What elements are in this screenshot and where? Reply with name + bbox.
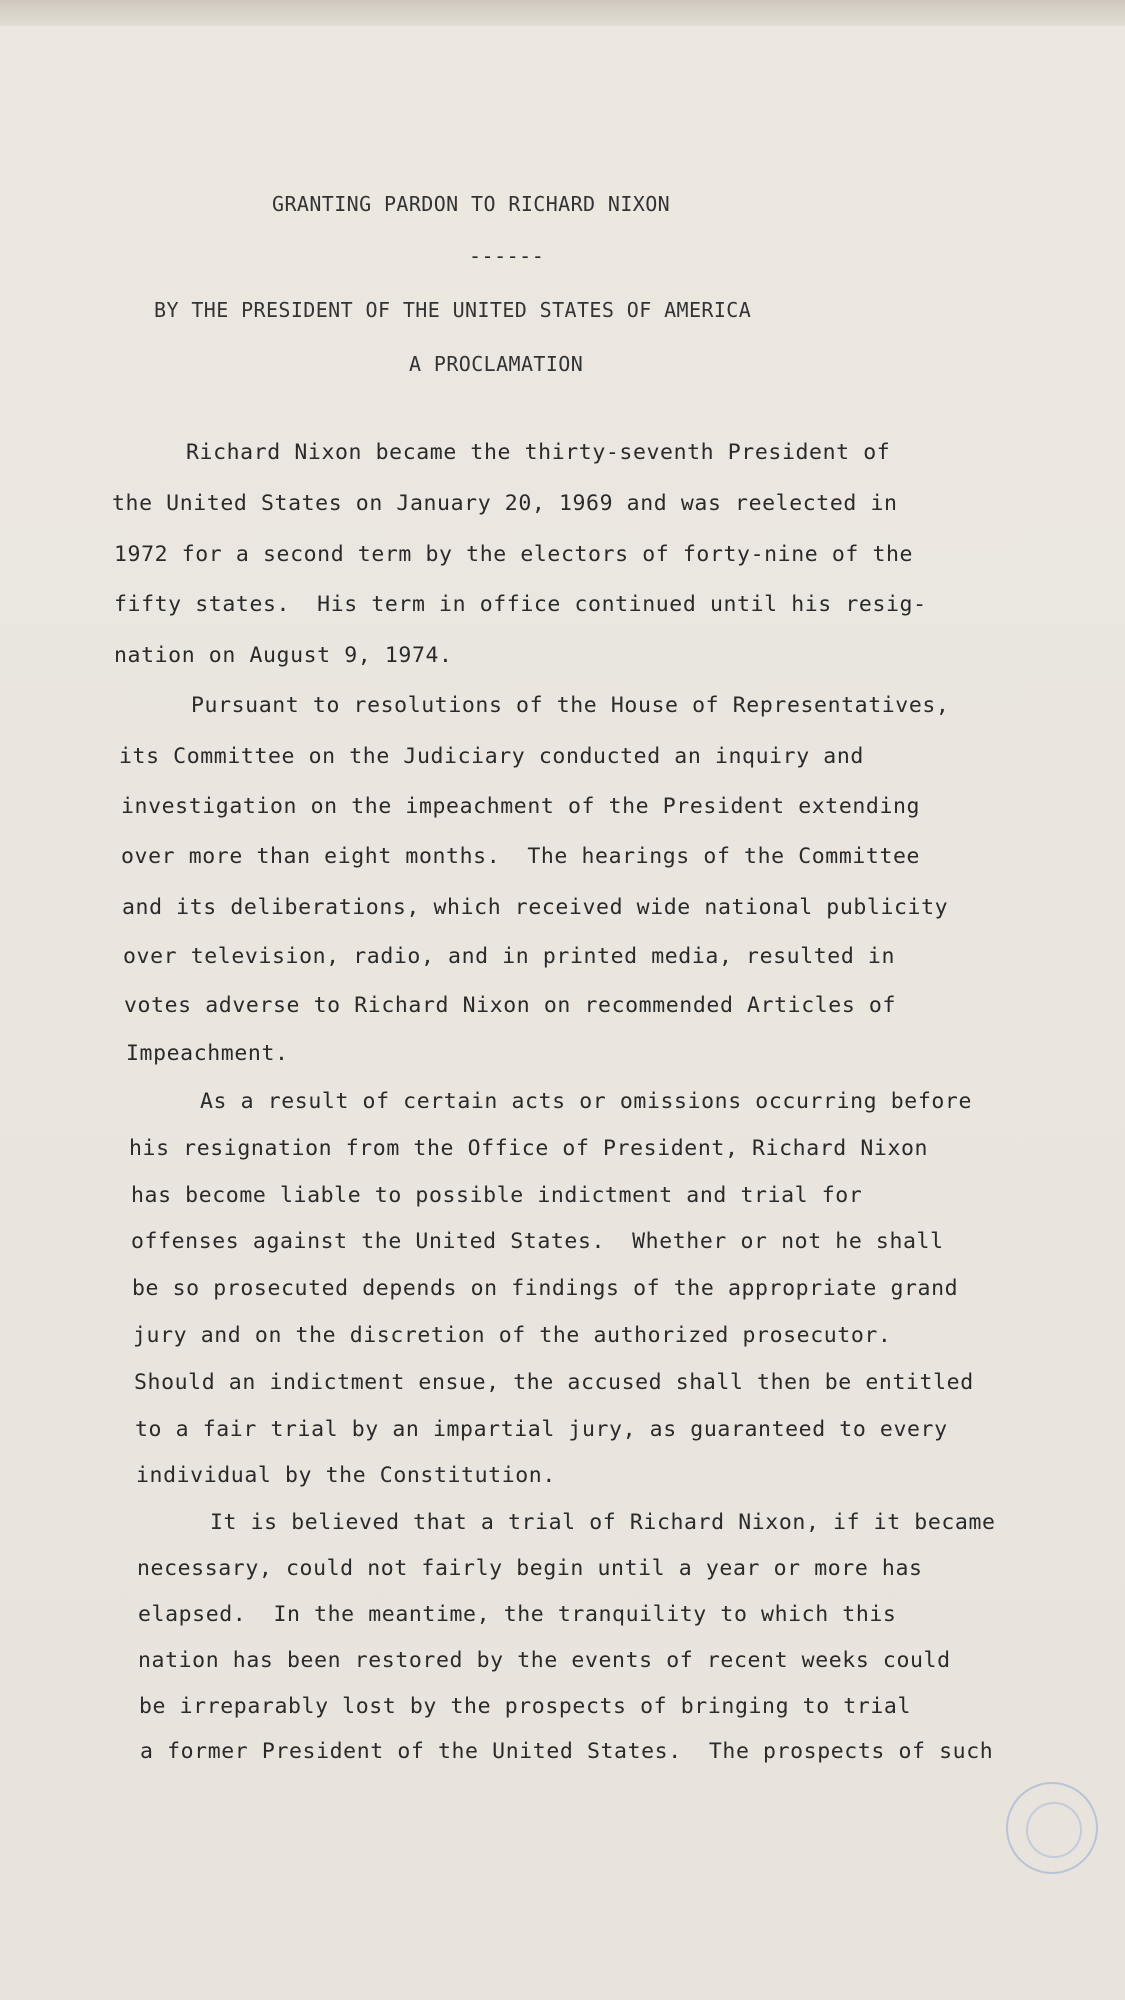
body-line-7: its Committee on the Judiciary conducted an inquiry and [119,744,864,769]
body-line-25: elapsed. In the meantime, the tranquility to which this [138,1602,897,1627]
body-line-24: necessary, could not fairly begin until a year or more has [137,1556,923,1581]
document-heading: BY THE PRESIDENT OF THE UNITED STATES OF AMERICA [154,298,752,322]
body-line-3: 1972 for a second term by the electors of forty-nine of the [114,542,914,567]
body-line-14: As a result of certain acts or omissions occurring before [200,1089,973,1114]
document-title: GRANTING PARDON TO RICHARD NIXON [272,192,671,216]
body-line-17: offenses against the United States. Whether or not he shall [131,1229,944,1254]
body-line-9: over more than eight months. The hearings of the Committee [121,844,921,869]
body-line-13: Impeachment. [126,1041,289,1066]
body-line-5: nation on August 9, 1974. [114,643,453,668]
body-line-16: has become liable to possible indictment and trial for [131,1183,863,1208]
document-subheading: A PROCLAMATION [409,352,584,376]
body-line-23: It is believed that a trial of Richard Nixon, if it became [210,1510,996,1535]
body-line-18: be so prosecuted depends on findings of the appropriate grand [132,1276,959,1301]
body-line-12: votes adverse to Richard Nixon on recommended Articles of [124,993,897,1018]
body-line-6: Pursuant to resolutions of the House of Representatives, [191,693,950,718]
body-line-22: individual by the Constitution. [136,1463,556,1488]
document-page [0,26,1125,2000]
body-line-15: his resignation from the Office of President, Richard Nixon [129,1136,929,1161]
body-line-21: to a fair trial by an impartial jury, as guaranteed to every [135,1417,948,1442]
archive-stamp-icon [1006,1782,1098,1874]
body-line-28: a former President of the United States. The prospects of such [140,1739,994,1764]
body-line-26: nation has been restored by the events of recent weeks could [138,1648,951,1673]
body-line-10: and its deliberations, which received wide national publicity [122,895,949,920]
body-line-20: Should an indictment ensue, the accused shall then be entitled [134,1370,974,1395]
body-line-2: the United States on January 20, 1969 and was reelected in [112,491,898,516]
title-separator: ------ [469,244,545,268]
body-line-27: be irreparably lost by the prospects of bringing to trial [139,1694,912,1719]
body-line-1: Richard Nixon became the thirty-seventh President of [186,440,891,465]
body-line-4: fifty states. His term in office continued until his resig- [114,592,927,617]
photo-top-edge [0,0,1125,26]
body-line-8: investigation on the impeachment of the President extending [121,794,921,819]
body-line-19: jury and on the discretion of the authorized prosecutor. [133,1323,892,1348]
body-line-11: over television, radio, and in printed media, resulted in [123,944,896,969]
